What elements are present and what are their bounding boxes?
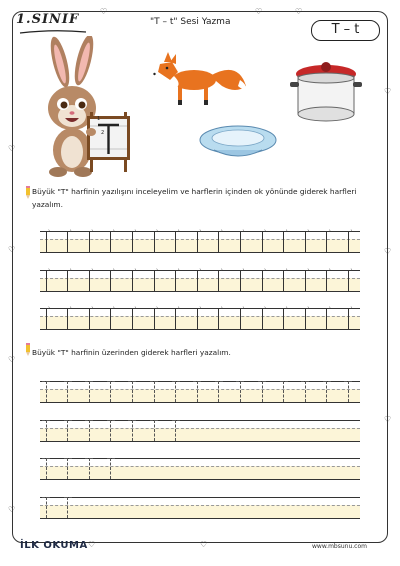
tracing-letter xyxy=(172,420,180,441)
section2-instruction: Büyük "T" harfinin üzerinden giderek harfleri yazalım. xyxy=(32,348,231,357)
tracing-letter: › xyxy=(236,308,244,329)
tracing-letter: › xyxy=(172,308,180,329)
grade-underline xyxy=(18,29,88,35)
heart-icon: ♡ xyxy=(384,247,392,256)
tracing-letter xyxy=(344,381,352,402)
fox-illustration xyxy=(152,50,248,110)
letter-badge: T – t xyxy=(311,20,380,41)
heart-icon: ♡ xyxy=(8,505,16,514)
tracing-letter: › xyxy=(258,308,266,329)
tracing-letter xyxy=(258,381,266,402)
tracing-letter: › xyxy=(150,308,158,329)
tracing-letter: › xyxy=(85,231,93,252)
tracing-letter xyxy=(42,497,50,518)
tracing-letter: › xyxy=(128,231,136,252)
tracing-letter: › xyxy=(64,308,72,329)
writing-row-2[interactable] xyxy=(40,267,360,295)
tracing-letter: › xyxy=(301,270,309,291)
tracing-letter: › xyxy=(344,270,352,291)
tracing-letter xyxy=(128,420,136,441)
tracing-letter: › xyxy=(193,231,201,252)
tracing-letter: › xyxy=(344,308,352,329)
tracing-letter xyxy=(85,381,93,402)
tracing-letter: › xyxy=(42,308,50,329)
website-link[interactable]: www.mbsunu.com xyxy=(312,543,367,550)
heart-icon: ♡ xyxy=(255,7,263,16)
tracing-letter xyxy=(323,381,331,402)
tracing-letter: › xyxy=(64,270,72,291)
heart-icon: ♡ xyxy=(384,415,392,424)
tracing-letter: › xyxy=(150,270,158,291)
tracing-letter: › xyxy=(64,231,72,252)
heart-icon: ♡ xyxy=(8,245,16,254)
tracing-letter: › xyxy=(301,308,309,329)
tracing-letter xyxy=(85,458,93,479)
tracing-letter: › xyxy=(150,231,158,252)
tracing-letter: › xyxy=(128,308,136,329)
tracing-letter: › xyxy=(128,270,136,291)
tracing-letter: › xyxy=(42,270,50,291)
tracing-letter xyxy=(107,420,115,441)
pencil-icon xyxy=(24,186,32,200)
writing-row-4[interactable] xyxy=(40,381,360,406)
tracing-letter xyxy=(107,458,115,479)
tracing-letter: › xyxy=(107,270,115,291)
board-number: 1 xyxy=(97,116,101,122)
heart-icon: ♡ xyxy=(8,144,16,153)
tracing-letter xyxy=(42,458,50,479)
tracing-letter: › xyxy=(323,308,331,329)
tracing-letter: › xyxy=(107,308,115,329)
tracing-letter: › xyxy=(215,270,223,291)
board-number: 2 xyxy=(101,130,105,136)
pencil-icon xyxy=(24,343,32,357)
tracing-letter: › xyxy=(323,270,331,291)
pot-illustration xyxy=(288,60,364,122)
tracing-letter xyxy=(64,458,72,479)
tracing-letter xyxy=(215,381,223,402)
section1-instruction: Büyük "T" harfinin yazılışını inceleyelim ve harflerin içinden ok yönünde giderek harfleri yazalım. xyxy=(32,187,357,209)
tracing-letter xyxy=(42,381,50,402)
tracing-letter: › xyxy=(107,231,115,252)
page-title: "T – t" Sesi Yazma xyxy=(150,17,231,27)
tracing-letter xyxy=(85,420,93,441)
tracing-letter xyxy=(280,381,288,402)
tracing-letter: › xyxy=(236,270,244,291)
brand-logo: İLK OKUMA xyxy=(20,540,88,551)
heart-icon: ♡ xyxy=(8,355,16,364)
tracing-letter xyxy=(150,381,158,402)
tracing-letter xyxy=(42,420,50,441)
tracing-letter: › xyxy=(280,231,288,252)
tracing-letter: › xyxy=(172,270,180,291)
tracing-letter: › xyxy=(236,231,244,252)
tracing-letter: › xyxy=(280,308,288,329)
heart-icon: ♡ xyxy=(200,540,208,549)
tracing-letter xyxy=(128,381,136,402)
tracing-letter: › xyxy=(215,231,223,252)
tracing-letter xyxy=(64,420,72,441)
tracing-letter xyxy=(150,420,158,441)
writing-row-3[interactable] xyxy=(40,305,360,333)
tracing-letter: › xyxy=(258,231,266,252)
heart-icon: ♡ xyxy=(88,540,96,549)
tracing-letter xyxy=(64,497,72,518)
tracing-letter: › xyxy=(280,270,288,291)
writing-row-7[interactable] xyxy=(40,497,360,522)
writing-row-1[interactable] xyxy=(40,228,360,256)
tracing-letter xyxy=(172,381,180,402)
tracing-letter xyxy=(236,381,244,402)
tracing-letter: › xyxy=(215,308,223,329)
tracing-letter xyxy=(64,381,72,402)
rabbit-illustration xyxy=(36,36,136,178)
tracing-letter: › xyxy=(85,270,93,291)
writing-row-5[interactable] xyxy=(40,420,360,445)
tracing-letter: › xyxy=(301,231,309,252)
tracing-letter: › xyxy=(193,270,201,291)
tracing-letter: › xyxy=(85,308,93,329)
grade-label: 1.SINIF xyxy=(16,12,80,27)
tracing-letter: › xyxy=(42,231,50,252)
plate-illustration xyxy=(198,122,278,162)
heart-icon: ♡ xyxy=(384,87,392,96)
tracing-letter: › xyxy=(193,308,201,329)
tracing-letter: › xyxy=(344,231,352,252)
tracing-letter xyxy=(107,381,115,402)
writing-row-6[interactable] xyxy=(40,458,360,483)
tracing-letter: › xyxy=(258,270,266,291)
tracing-letter xyxy=(301,381,309,402)
tracing-letter: › xyxy=(172,231,180,252)
tracing-letter: › xyxy=(323,231,331,252)
heart-icon: ♡ xyxy=(100,7,108,16)
heart-icon: ♡ xyxy=(295,7,303,16)
tracing-letter xyxy=(193,381,201,402)
